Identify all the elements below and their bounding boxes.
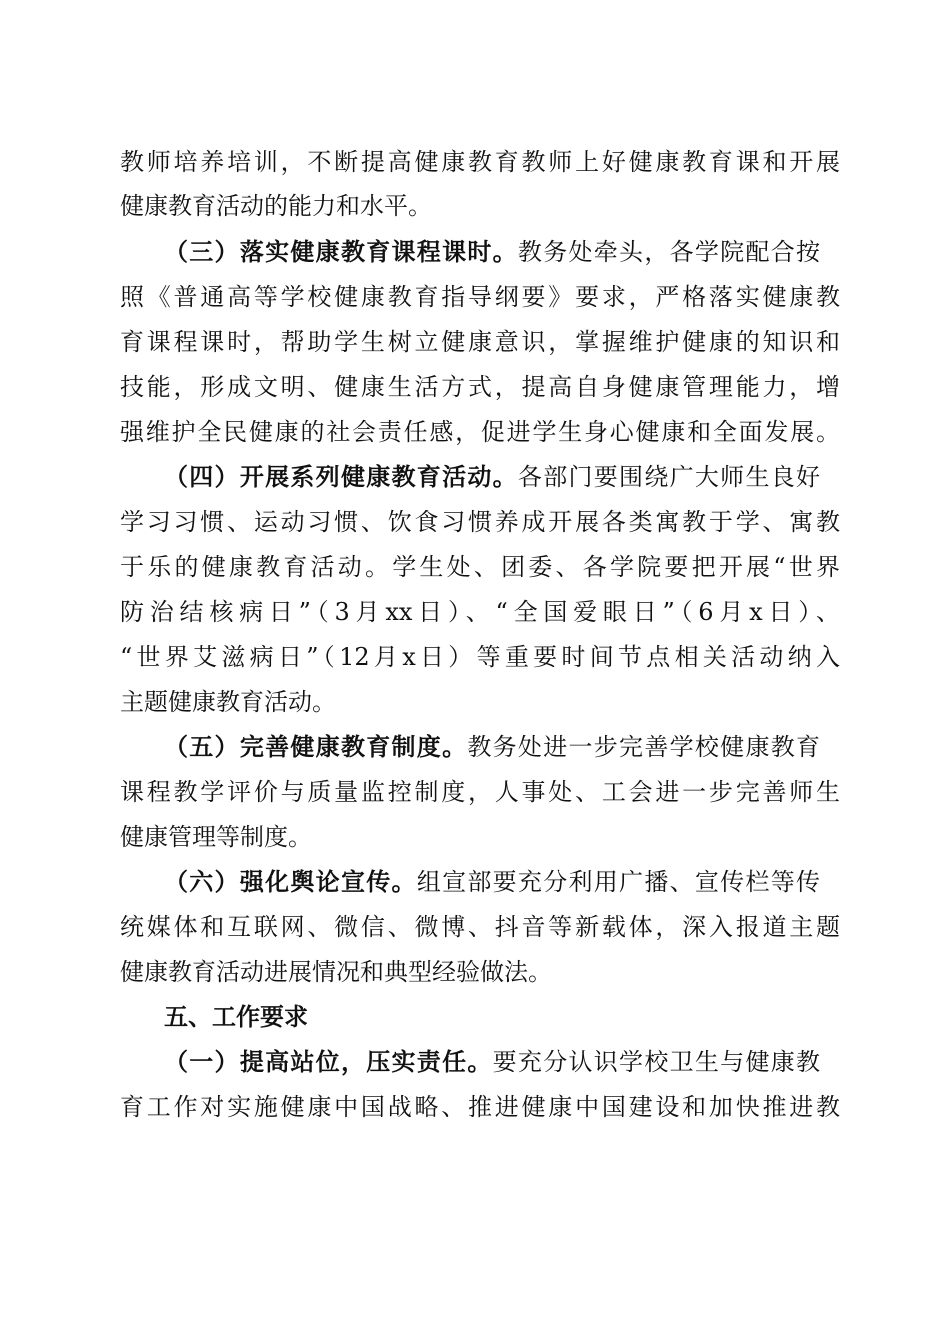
body-line: 学习习惯、运动习惯、饮食习惯养成开展各类寓教于学、寓教 <box>120 508 840 536</box>
body-line: 强维护全民健康的社会责任感，促进学生身心健康和全面发展。 <box>120 418 840 446</box>
body-line: 于乐的健康教育活动。学生处、团委、各学院要把开展“世界 <box>120 553 840 581</box>
body-line: “世界艾滋病日”（12月x日）等重要时间节点相关活动纳入 <box>120 643 840 671</box>
body-line: 育课程课时，帮助学生树立健康意识，掌握维护健康的知识和 <box>120 328 840 356</box>
section-4-paragraph-start: （四）开展系列健康教育活动。各部门要围绕广大师生良好 <box>164 462 821 491</box>
section-4-heading: （四）开展系列健康教育活动。 <box>164 462 518 491</box>
section-5-paragraph-start: （五）完善健康教育制度。教务处进一步完善学校健康教育 <box>164 732 820 761</box>
body-line: 健康教育活动进展情况和典型经验做法。 <box>120 958 552 986</box>
body-line: 育工作对实施健康中国战略、推进健康中国建设和加快推进教 <box>120 1093 840 1121</box>
body-line: 技能，形成文明、健康生活方式，提高自身健康管理能力，增 <box>120 373 840 401</box>
subsection-1-paragraph-start: （一）提高站位，压实责任。要充分认识学校卫生与健康教 <box>164 1047 820 1076</box>
section-5-heading: （五）完善健康教育制度。 <box>164 732 468 761</box>
body-line: 课程教学评价与质量监控制度，人事处、工会进一步完善师生 <box>120 778 840 806</box>
body-line: 教师培养培训，不断提高健康教育教师上好健康教育课和开展 <box>120 148 840 176</box>
body-line: 统媒体和互联网、微信、微博、抖音等新载体，深入报道主题 <box>120 913 840 941</box>
section-6-heading: （六）强化舆论宣传。 <box>164 867 417 896</box>
body-line: 健康教育活动的能力和水平。 <box>120 192 432 220</box>
body-line: 防治结核病日”（3月xx日）、“全国爱眼日”（6月x日）、 <box>120 598 840 626</box>
section-3-paragraph-start: （三）落实健康教育课程课时。教务处牵头，各学院配合按 <box>164 237 821 266</box>
body-line: 主题健康教育活动。 <box>120 688 336 716</box>
section-3-heading: （三）落实健康教育课程课时。 <box>164 237 518 266</box>
section-6-paragraph-start: （六）强化舆论宣传。组宣部要充分利用广播、宣传栏等传 <box>164 867 821 896</box>
chapter-5-heading: 五、工作要求 <box>164 1003 308 1031</box>
subsection-1-heading: （一）提高站位，压实责任。 <box>164 1047 493 1076</box>
body-line: 健康管理等制度。 <box>120 823 312 851</box>
body-line: 照《普通高等学校健康教育指导纲要》要求，严格落实健康教 <box>120 283 840 311</box>
